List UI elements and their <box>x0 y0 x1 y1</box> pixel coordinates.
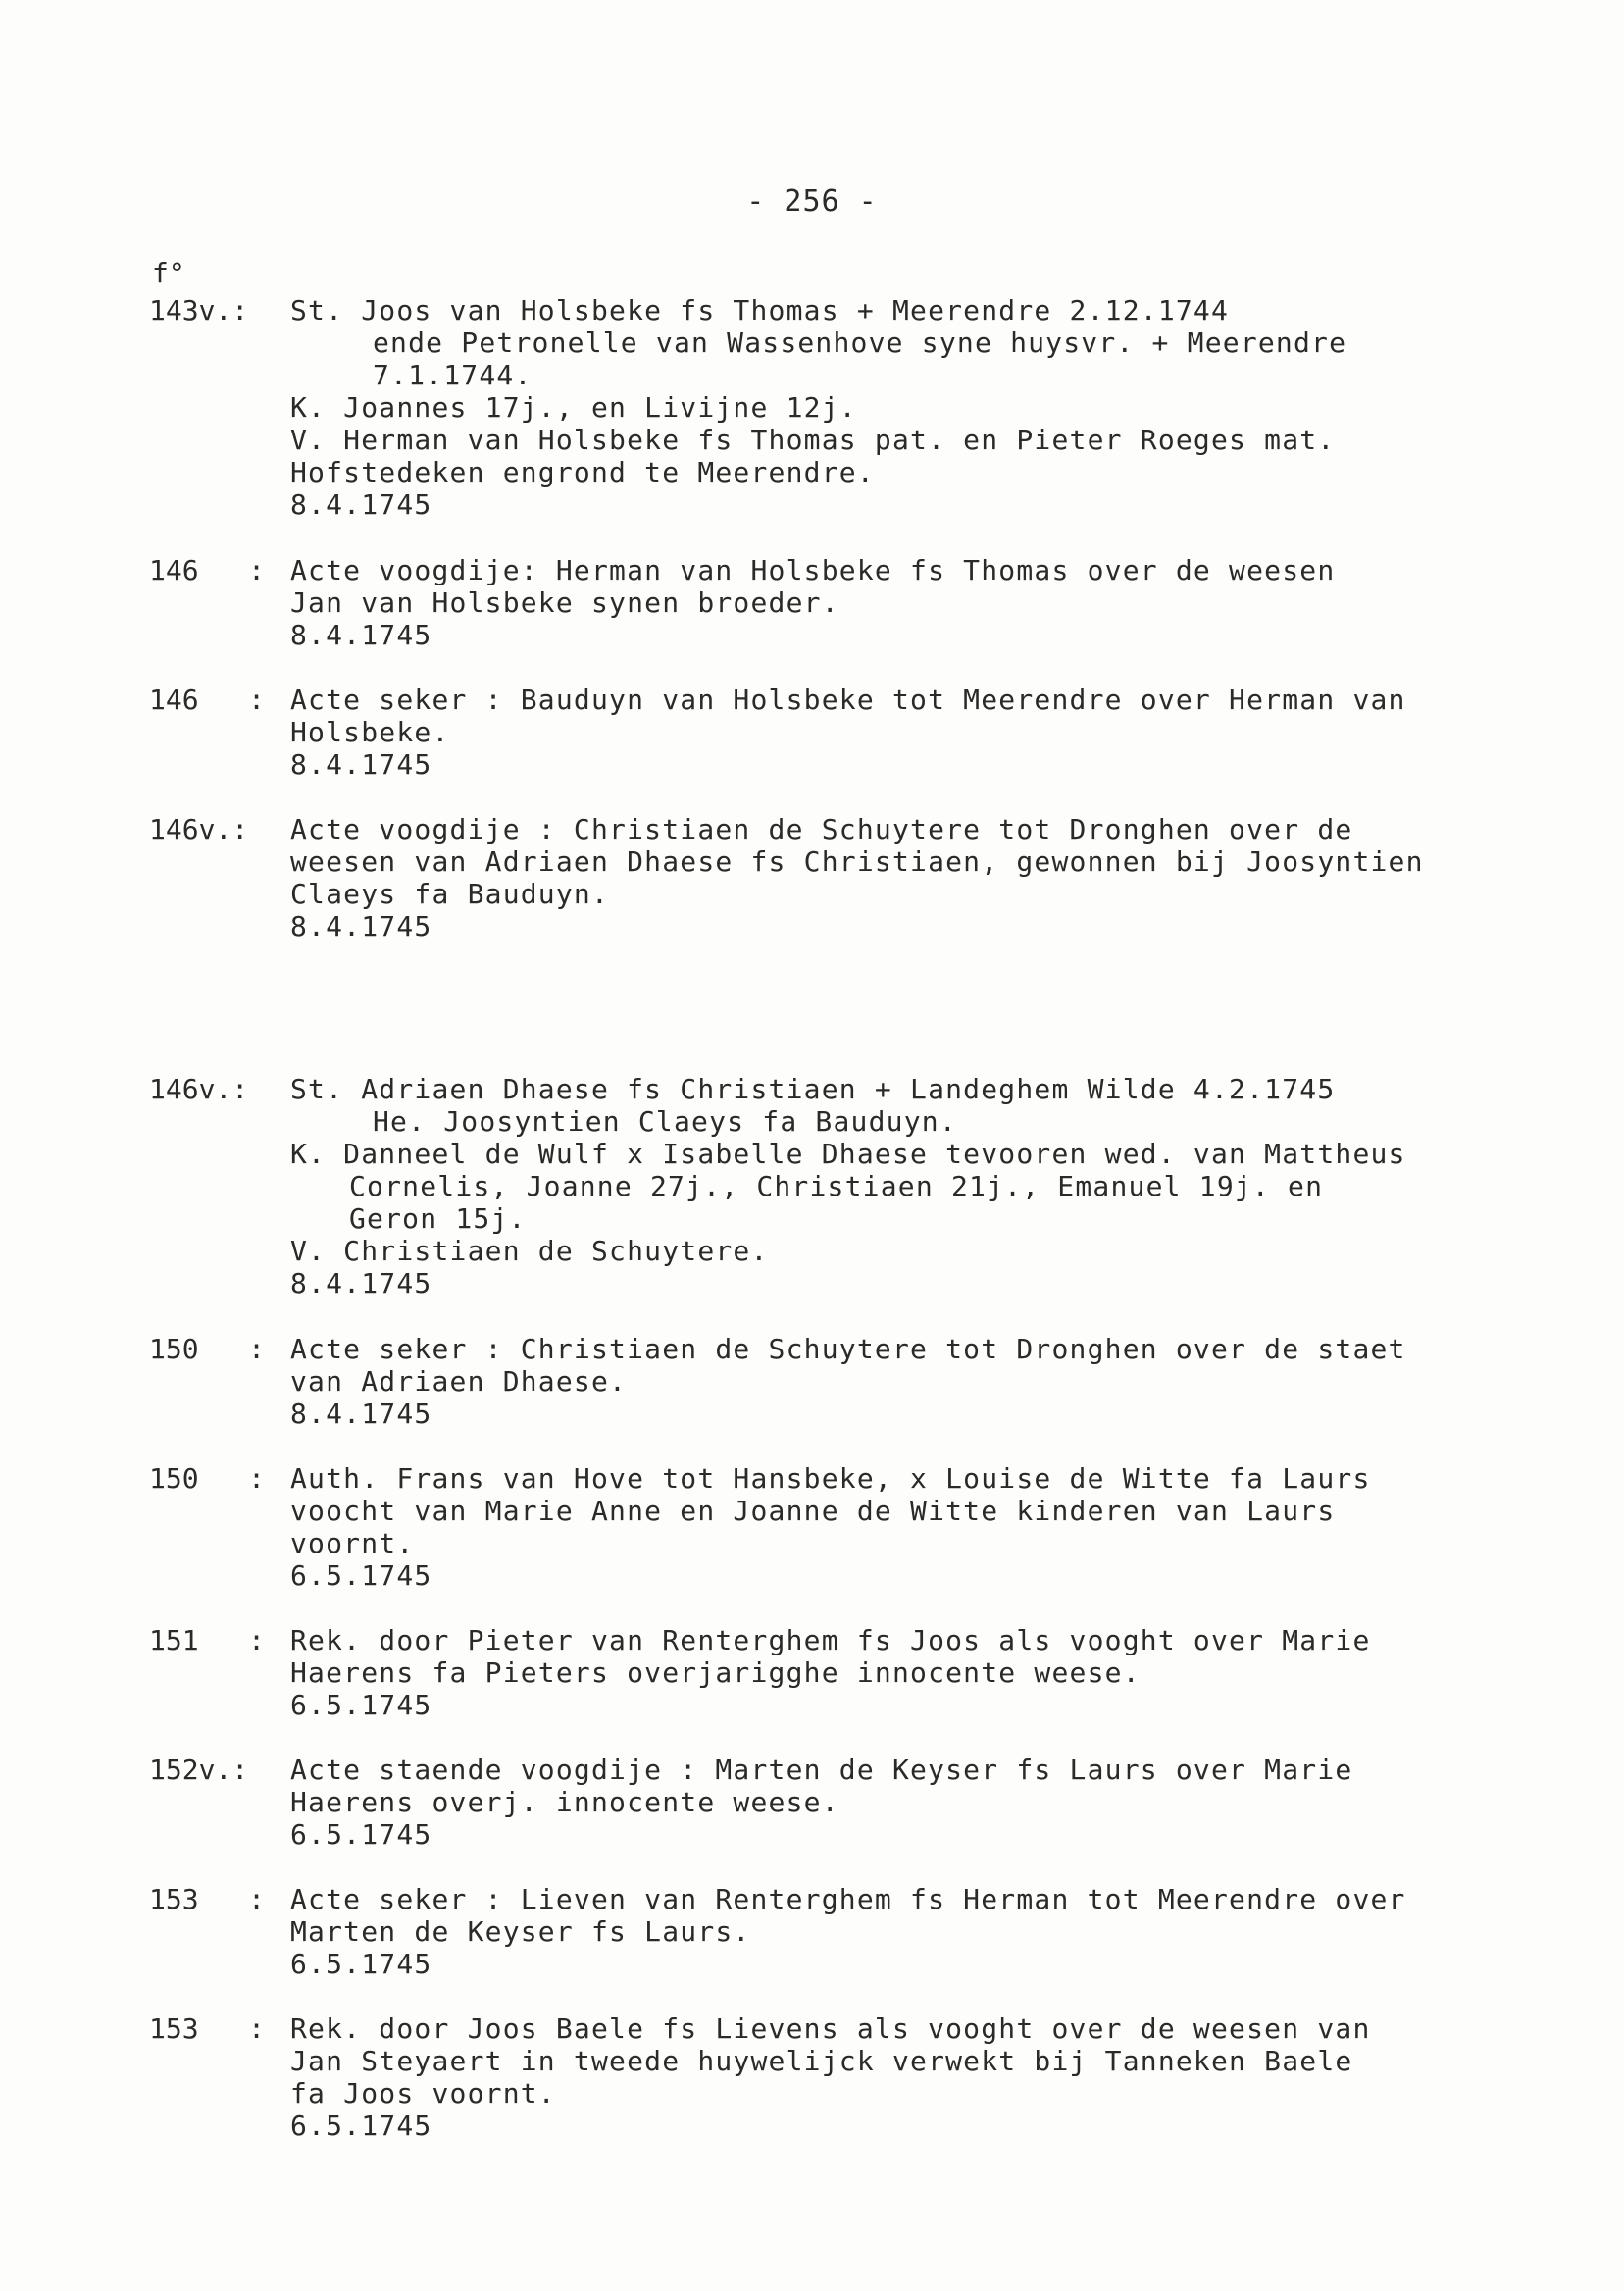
folio-reference: 153 : <box>149 2012 266 2045</box>
entry-line: V. Christiaen de Schuytere. <box>290 1235 769 1267</box>
entry-line: weesen van Adriaen Dhaese fs Christiaen, gewonnen bij Joosyntien <box>290 845 1424 878</box>
entry-text <box>290 684 1604 781</box>
entry-line: St. Joos van Holsbeke fs Thomas + Meerendre 2.12.1744 <box>290 294 1230 327</box>
entry-line: K. Joannes 17j., en Livijne 12j. <box>290 391 857 424</box>
folio-reference: 146 : <box>149 684 266 716</box>
folio-reference: 152v.: <box>149 1754 249 1786</box>
entry-line: Holsbeke. <box>290 716 450 748</box>
entry-line: Haerens fa Pieters overjarigghe innocente weese. <box>290 1656 1141 1689</box>
entry-line: Auth. Frans van Hove tot Hansbeke, x Louise de Witte fa Laurs <box>290 1462 1371 1495</box>
entry-line: Acte seker : Christiaen de Schuytere tot Dronghen over de staet <box>290 1333 1406 1365</box>
entry-line: He. Joosyntien Claeys fa Bauduyn. <box>373 1105 957 1138</box>
entry-line: 6.5.1745 <box>290 2110 432 2142</box>
entry-line: voornt. <box>290 1527 415 1559</box>
entry-text <box>290 1333 1604 1430</box>
entry-text <box>290 1462 1604 1592</box>
entry-line: Geron 15j. <box>349 1202 527 1235</box>
entry-line: 6.5.1745 <box>290 1818 432 1851</box>
entry-line: fa Joos voornt. <box>290 2077 556 2110</box>
entry-line: 8.4.1745 <box>290 748 432 781</box>
entry-line: Acte voogdije : Christiaen de Schuytere tot Dronghen over de <box>290 813 1353 845</box>
entry-line: V. Herman van Holsbeke fs Thomas pat. en Pieter Roeges mat. <box>290 424 1336 456</box>
entry-line: 8.4.1745 <box>290 1398 432 1430</box>
folio-reference: 150 : <box>149 1462 266 1495</box>
folio-reference: 146v.: <box>149 813 249 845</box>
folio-reference: 151 : <box>149 1624 266 1656</box>
entry-line: 6.5.1745 <box>290 1689 432 1721</box>
entry-text <box>290 1883 1604 1980</box>
entry-line: Claeys fa Bauduyn. <box>290 878 610 910</box>
entry-text <box>290 1624 1604 1721</box>
entry-line: Acte seker : Bauduyn van Holsbeke tot Meerendre over Herman van <box>290 684 1406 716</box>
entry-line: van Adriaen Dhaese. <box>290 1365 628 1398</box>
entry-line: Hofstedeken engrond te Meerendre. <box>290 456 875 488</box>
entry-line: 6.5.1745 <box>290 1559 432 1592</box>
entry-text <box>290 294 1604 521</box>
folio-reference: 143v.: <box>149 294 249 327</box>
entry-line: Cornelis, Joanne 27j., Christiaen 21j., Emanuel 19j. en <box>349 1170 1324 1202</box>
entry-line: K. Danneel de Wulf x Isabelle Dhaese tevooren wed. van Mattheus <box>290 1138 1406 1170</box>
entry-line: Jan van Holsbeke synen broeder. <box>290 586 839 619</box>
entry-text <box>290 1073 1604 1299</box>
entry-line: Marten de Keyser fs Laurs. <box>290 1915 751 1948</box>
folio-reference: 146 : <box>149 554 266 586</box>
entry-line: Acte seker : Lieven van Renterghem fs Herman tot Meerendre over <box>290 1883 1406 1915</box>
folio-reference: 150 : <box>149 1333 266 1365</box>
folio-label: f° <box>152 257 185 289</box>
entry-line: ende Petronelle van Wassenhove syne huysvr. + Meerendre <box>373 327 1347 359</box>
page-number: - 256 - <box>746 184 878 219</box>
entry-line: Rek. door Pieter van Renterghem fs Joos als vooght over Marie <box>290 1624 1371 1656</box>
entry-line: voocht van Marie Anne en Joanne de Witte kinderen van Laurs <box>290 1495 1336 1527</box>
folio-reference: 146v.: <box>149 1073 249 1105</box>
entry-line: 8.4.1745 <box>290 910 432 942</box>
entry-line: Acte staende voogdije : Marten de Keyser fs Laurs over Marie <box>290 1754 1353 1786</box>
entry-line: 6.5.1745 <box>290 1948 432 1980</box>
entry-text <box>290 2012 1604 2142</box>
entry-line: Acte voogdije: Herman van Holsbeke fs Thomas over de weesen <box>290 554 1336 586</box>
entry-line: 7.1.1744. <box>373 359 533 391</box>
entry-text <box>290 1754 1604 1851</box>
entry-line: St. Adriaen Dhaese fs Christiaen + Landeghem Wilde 4.2.1745 <box>290 1073 1336 1105</box>
entry-text <box>290 554 1604 651</box>
entry-text <box>290 813 1604 942</box>
entry-line: Haerens overj. innocente weese. <box>290 1786 839 1818</box>
folio-reference: 153 : <box>149 1883 266 1915</box>
entry-line: Jan Steyaert in tweede huywelijck verwekt bij Tanneken Baele <box>290 2045 1353 2077</box>
entry-line: 8.4.1745 <box>290 619 432 651</box>
entry-line: 8.4.1745 <box>290 1267 432 1299</box>
entry-line: Rek. door Joos Baele fs Lievens als vooght over de weesen van <box>290 2012 1371 2045</box>
entry-line: 8.4.1745 <box>290 488 432 521</box>
